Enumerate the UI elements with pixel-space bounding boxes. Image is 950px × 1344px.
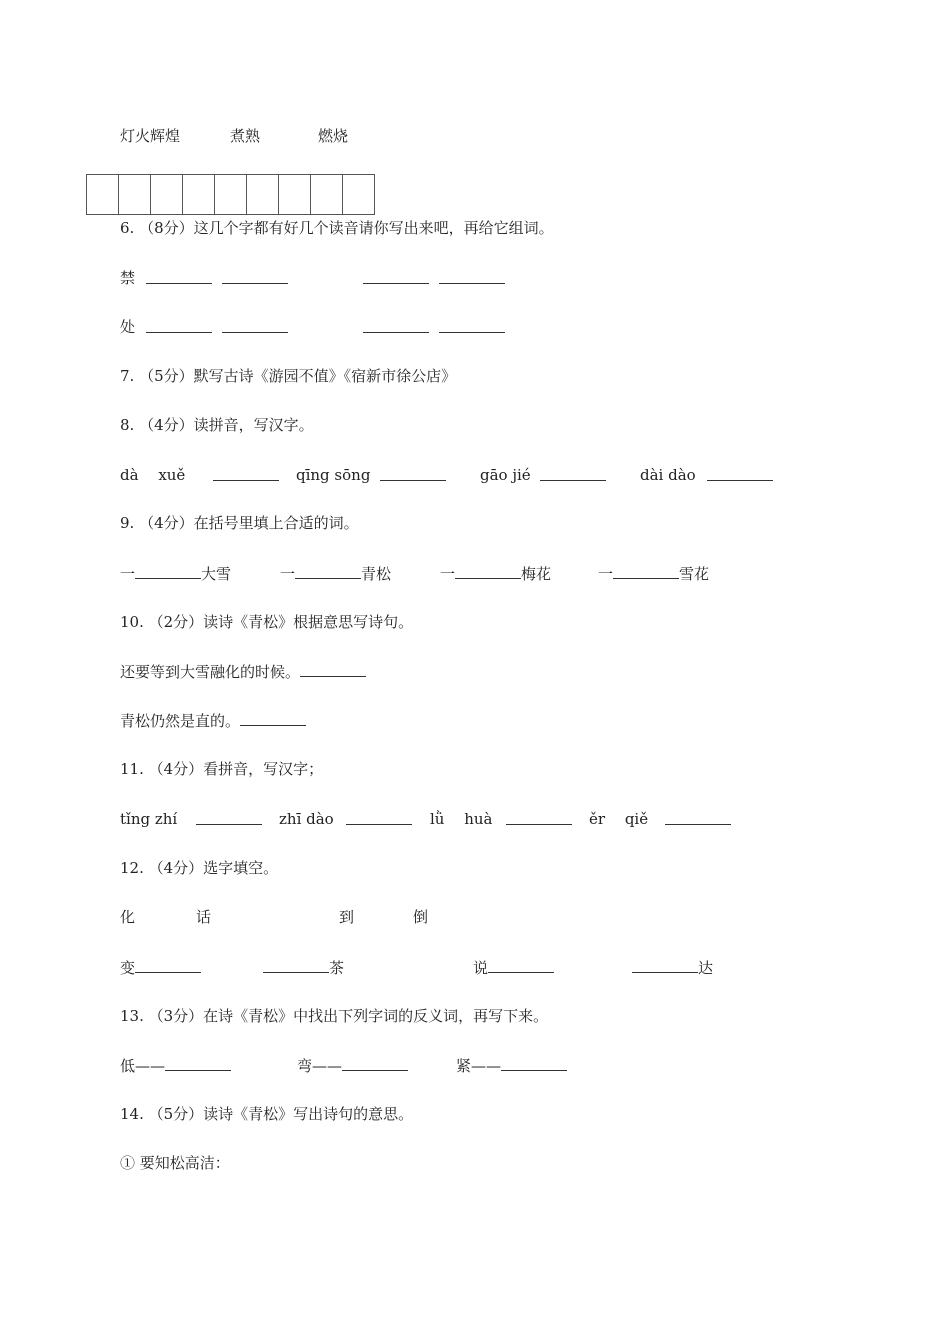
q12-option-4: 倒 (413, 908, 429, 926)
question-13: 13. （3分）在诗《青松》中找出下列字词的反义词，再写下来。 (120, 1007, 549, 1025)
grid-cell[interactable] (86, 174, 119, 215)
answer-blank[interactable] (146, 268, 212, 284)
grid-cell[interactable] (246, 174, 279, 215)
q12-option-1: 化 (120, 908, 136, 926)
q12-option-2: 话 (196, 908, 212, 926)
q6-char-1: 禁 (120, 269, 136, 287)
answer-blank[interactable] (506, 809, 572, 825)
question-11: 11. （4分）看拼音，写汉字； (120, 760, 324, 778)
q8-pinyin-2: qīng sōng (296, 466, 371, 484)
q14-item-1: ① 要知松高洁： (120, 1154, 230, 1172)
q9-prefix: 一 (120, 565, 136, 583)
q12-item-1: 变 (120, 959, 136, 977)
answer-blank[interactable] (295, 563, 361, 579)
question-12: 12. （4分）选字填空。 (120, 859, 279, 877)
q9-prefix: 一 (440, 565, 456, 583)
q13-item-1: 低—— (120, 1057, 166, 1075)
q11-pinyin-4: ěr qiě (589, 810, 649, 828)
answer-blank[interactable] (380, 465, 446, 481)
q9-word-4: 雪花 (679, 565, 710, 583)
answer-blank[interactable] (263, 957, 329, 973)
answer-blank[interactable] (240, 710, 306, 726)
q12-item-4: 达 (698, 959, 714, 977)
q9-word-2: 青松 (361, 565, 392, 583)
question-7: 7. （5分）默写古诗《游园不值》《宿新市徐公店》 (120, 367, 457, 385)
q8-pinyin-3: gāo jié (480, 466, 531, 484)
q10-line-1: 还要等到大雪融化的时候。 (120, 663, 301, 681)
answer-blank[interactable] (488, 957, 554, 973)
answer-blank[interactable] (363, 268, 429, 284)
answer-blank[interactable] (146, 317, 212, 333)
q10-line-2: 青松仍然是直的。 (120, 712, 241, 730)
answer-blank[interactable] (632, 957, 698, 973)
answer-blank[interactable] (346, 809, 412, 825)
question-9: 9. （4分）在括号里填上合适的词。 (120, 514, 359, 532)
answer-blank[interactable] (213, 465, 279, 481)
word-1: 灯火辉煌 (120, 127, 181, 145)
answer-blank[interactable] (540, 465, 606, 481)
q13-item-2: 弯—— (297, 1057, 343, 1075)
writing-grid[interactable] (87, 174, 375, 215)
question-8: 8. （4分）读拼音，写汉字。 (120, 416, 314, 434)
answer-blank[interactable] (300, 661, 366, 677)
grid-cell[interactable] (182, 174, 215, 215)
answer-blank[interactable] (222, 317, 288, 333)
q11-pinyin-1: tǐng zhí (120, 810, 178, 828)
grid-cell[interactable] (278, 174, 311, 215)
grid-cell[interactable] (342, 174, 375, 215)
q9-word-1: 大雪 (201, 565, 232, 583)
answer-blank[interactable] (665, 809, 731, 825)
answer-blank[interactable] (707, 465, 773, 481)
word-2: 煮熟 (230, 127, 261, 145)
grid-cell[interactable] (150, 174, 183, 215)
answer-blank[interactable] (165, 1055, 231, 1071)
q13-item-3: 紧—— (456, 1057, 502, 1075)
question-10: 10. （2分）读诗《青松》根据意思写诗句。 (120, 613, 414, 631)
answer-blank[interactable] (455, 563, 521, 579)
grid-cell[interactable] (310, 174, 343, 215)
grid-cell[interactable] (214, 174, 247, 215)
q11-pinyin-2: zhī dào (279, 810, 334, 828)
q9-prefix: 一 (598, 565, 614, 583)
q6-char-2: 处 (120, 318, 136, 336)
answer-blank[interactable] (439, 268, 505, 284)
q8-pinyin-4: dài dào (640, 466, 696, 484)
q11-pinyin-3: lǜ huà (430, 810, 493, 828)
q12-option-3: 到 (339, 908, 355, 926)
answer-blank[interactable] (439, 317, 505, 333)
question-6: 6. （8分）这几个字都有好几个读音请你写出来吧，再给它组词。 (120, 219, 554, 237)
q12-item-3: 说 (473, 959, 489, 977)
q8-pinyin-1: dà xuě (120, 466, 186, 484)
q9-word-3: 梅花 (521, 565, 552, 583)
word-3: 燃烧 (318, 127, 349, 145)
answer-blank[interactable] (613, 563, 679, 579)
answer-blank[interactable] (196, 809, 262, 825)
answer-blank[interactable] (363, 317, 429, 333)
grid-cell[interactable] (118, 174, 151, 215)
answer-blank[interactable] (501, 1055, 567, 1071)
q12-item-2: 茶 (329, 959, 345, 977)
answer-blank[interactable] (135, 563, 201, 579)
question-14: 14. （5分）读诗《青松》写出诗句的意思。 (120, 1105, 414, 1123)
q9-prefix: 一 (280, 565, 296, 583)
answer-blank[interactable] (135, 957, 201, 973)
answer-blank[interactable] (222, 268, 288, 284)
answer-blank[interactable] (342, 1055, 408, 1071)
